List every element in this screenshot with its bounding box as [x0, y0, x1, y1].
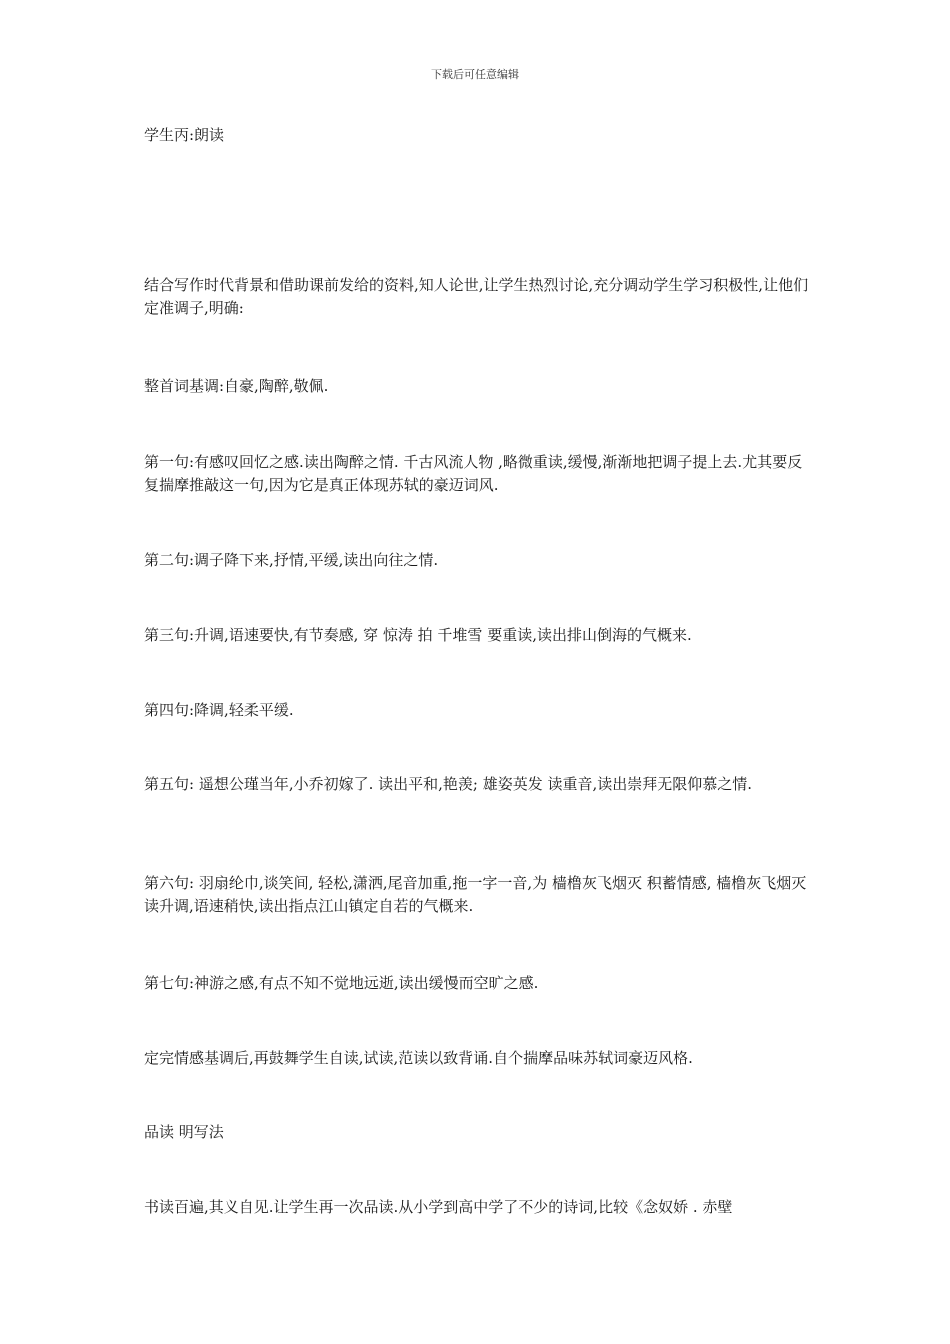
paragraph-reading-again: 书读百遍,其义自见.让学生再一次品读.从小学到高中学了不少的诗词,比较《念奴娇 . 赤壁: [144, 1198, 733, 1216]
paragraph-recitation: 定完情感基调后,再鼓舞学生自读,试读,范读以致背诵.自个揣摩品味苏轼词豪迈风格.: [144, 1049, 693, 1067]
page-header: 下载后可任意编辑: [431, 68, 519, 81]
paragraph-sentence-5: 第五句: 遥想公瑾当年,小乔初嫁了. 读出平和,艳羡; 雄姿英发 读重音,读出崇拜无限仰慕之情.: [144, 775, 753, 793]
paragraph-sentence-7: 第七句:神游之感,有点不知不觉地远逝,读出缓慢而空旷之感.: [144, 974, 539, 992]
paragraph-sentence-6: 第六句: 羽扇纶巾,谈笑间, 轻松,潇洒,尾音加重,拖一字一音,为 樯橹灰飞烟灭 积蓄情感, 樯橹灰飞烟灭 读升调,语速稍快,读出指点江山镇定自若的气概来.: [144, 874, 807, 915]
paragraph-sentence-1: 第一句:有感叹回忆之感.读出陶醉之情. 千古风流人物 ,略微重读,缓慢,渐渐地把调子提上去.尤其要反复揣摩推敲这一句,因为它是真正体现苏轼的豪迈词风.: [144, 453, 803, 494]
paragraph-tone: 整首词基调:自豪,陶醉,敬佩.: [144, 377, 329, 395]
paragraph-section-heading: 品读 明写法: [144, 1123, 224, 1141]
paragraph-sentence-4: 第四句:降调,轻柔平缓.: [144, 701, 294, 719]
paragraph-discussion: 结合写作时代背景和借助课前发给的资料,知人论世,让学生热烈讨论,充分调动学生学习积极性,让他们定准调子,明确:: [144, 276, 809, 317]
paragraph-sentence-2: 第二句:调子降下来,抒情,平缓,读出向往之情.: [144, 551, 439, 569]
paragraph-student-c: 学生丙:朗读: [144, 126, 225, 144]
paragraph-sentence-3: 第三句:升调,语速要快,有节奏感, 穿 惊涛 拍 千堆雪 要重读,读出排山倒海的气概来.: [144, 626, 692, 644]
